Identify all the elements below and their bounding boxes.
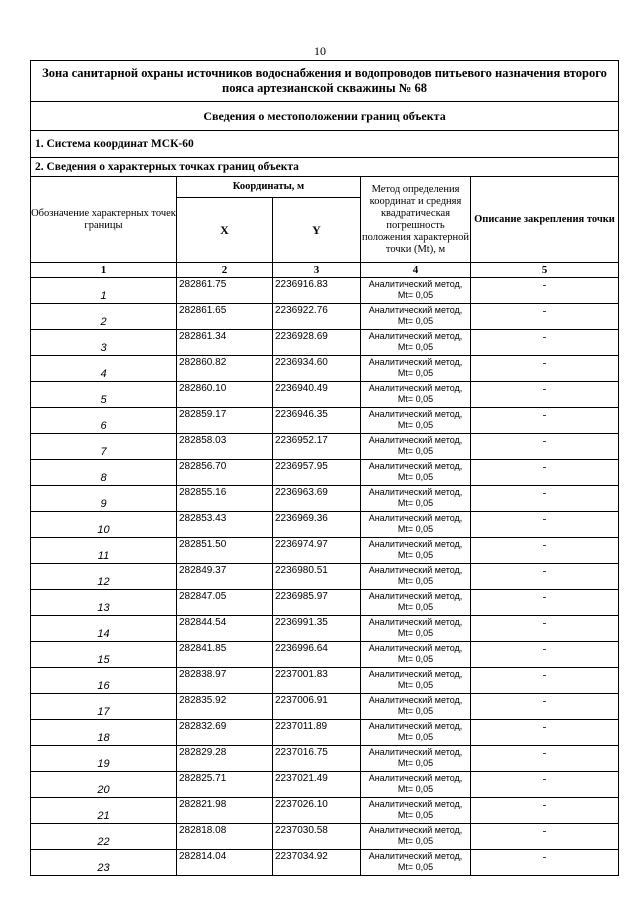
method-error: Mt= 0,05 — [397, 784, 434, 794]
coord-y: 2236916.83 — [273, 278, 361, 304]
document-title: Зона санитарной охраны источников водоснабжения и водопроводов питьевого назначения второго пояса артезианской скважины № 68 — [31, 61, 619, 102]
method-cell — [361, 330, 471, 356]
method-text: Аналитический метод, — [368, 383, 463, 393]
coord-y: 2236996.64 — [273, 642, 361, 668]
coord-x: 282856.70 — [177, 460, 273, 486]
point-description: - — [471, 330, 619, 356]
boundary-points-table — [30, 60, 619, 876]
coord-x: 282859.17 — [177, 408, 273, 434]
point-description: - — [471, 642, 619, 668]
method-text: Аналитический метод, — [368, 487, 463, 497]
method-error: Mt= 0,05 — [397, 810, 434, 820]
column-number: 4 — [361, 263, 471, 278]
point-label: 2 — [31, 304, 177, 330]
point-description: - — [471, 304, 619, 330]
point-label: 22 — [31, 824, 177, 850]
method-cell — [361, 538, 471, 564]
method-error: Mt= 0,05 — [397, 290, 434, 300]
coord-x: 282853.43 — [177, 512, 273, 538]
coord-y: 2237034.92 — [273, 850, 361, 876]
method-error: Mt= 0,05 — [397, 628, 434, 638]
header-coordinates: Координаты, м — [177, 177, 361, 198]
point-description: - — [471, 798, 619, 824]
coord-y: 2236946.35 — [273, 408, 361, 434]
section-title: Сведения о местоположении границ объекта — [31, 102, 619, 131]
table-row — [31, 356, 619, 382]
coord-x: 282844.54 — [177, 616, 273, 642]
method-text: Аналитический метод, — [368, 773, 463, 783]
coord-x: 282829.28 — [177, 746, 273, 772]
point-label: 4 — [31, 356, 177, 382]
column-number: 2 — [177, 263, 273, 278]
coord-x: 282861.75 — [177, 278, 273, 304]
column-number: 3 — [273, 263, 361, 278]
coord-x: 282841.85 — [177, 642, 273, 668]
header-method: Метод определения координат и средняя квадратическая погрешность положения характерной точки (Mt), м — [361, 177, 471, 263]
point-label: 20 — [31, 772, 177, 798]
coord-x: 282835.92 — [177, 694, 273, 720]
header-x: X — [177, 198, 273, 263]
method-text: Аналитический метод, — [368, 721, 463, 731]
method-text: Аналитический метод, — [368, 331, 463, 341]
point-label: 5 — [31, 382, 177, 408]
method-error: Mt= 0,05 — [397, 446, 434, 456]
table-row — [31, 668, 619, 694]
table-row — [31, 434, 619, 460]
coord-x: 282861.65 — [177, 304, 273, 330]
point-label: 18 — [31, 720, 177, 746]
header-y: Y — [273, 198, 361, 263]
coord-y: 2236940.49 — [273, 382, 361, 408]
method-error: Mt= 0,05 — [397, 524, 434, 534]
method-cell — [361, 512, 471, 538]
method-error: Mt= 0,05 — [397, 316, 434, 326]
coord-x: 282825.71 — [177, 772, 273, 798]
table-row — [31, 642, 619, 668]
method-text: Аналитический метод, — [368, 825, 463, 835]
method-error: Mt= 0,05 — [397, 836, 434, 846]
method-text: Аналитический метод, — [368, 617, 463, 627]
method-error: Mt= 0,05 — [397, 680, 434, 690]
coord-y: 2237006.91 — [273, 694, 361, 720]
page-number: 10 — [314, 44, 326, 58]
point-label: 21 — [31, 798, 177, 824]
coord-x: 282851.50 — [177, 538, 273, 564]
method-text: Аналитический метод, — [368, 279, 463, 289]
point-description: - — [471, 512, 619, 538]
coordinate-system: 1. Система координат МСК-60 — [31, 131, 619, 158]
coord-x: 282860.10 — [177, 382, 273, 408]
point-label: 23 — [31, 850, 177, 876]
method-cell — [361, 278, 471, 304]
table-row — [31, 512, 619, 538]
coord-x: 282832.69 — [177, 720, 273, 746]
table-row — [31, 746, 619, 772]
point-description: - — [471, 382, 619, 408]
method-error: Mt= 0,05 — [397, 602, 434, 612]
point-label: 3 — [31, 330, 177, 356]
point-description: - — [471, 538, 619, 564]
table-row — [31, 824, 619, 850]
point-label: 12 — [31, 564, 177, 590]
coord-y: 2236985.97 — [273, 590, 361, 616]
coord-y: 2237030.58 — [273, 824, 361, 850]
method-error: Mt= 0,05 — [397, 654, 434, 664]
method-error: Mt= 0,05 — [397, 550, 434, 560]
method-cell — [361, 486, 471, 512]
method-text: Аналитический метод, — [368, 513, 463, 523]
points-caption: 2. Сведения о характерных точках границ объекта — [31, 158, 619, 177]
method-error: Mt= 0,05 — [397, 732, 434, 742]
method-error: Mt= 0,05 — [397, 394, 434, 404]
method-cell — [361, 746, 471, 772]
method-text: Аналитический метод, — [368, 461, 463, 471]
coord-x: 282855.16 — [177, 486, 273, 512]
point-description: - — [471, 434, 619, 460]
method-cell — [361, 850, 471, 876]
coord-y: 2236980.51 — [273, 564, 361, 590]
method-text: Аналитический метод, — [368, 565, 463, 575]
column-number: 5 — [471, 263, 619, 278]
method-cell — [361, 304, 471, 330]
method-text: Аналитический метод, — [368, 747, 463, 757]
point-label: 16 — [31, 668, 177, 694]
column-numbers-row — [31, 263, 619, 278]
method-cell — [361, 564, 471, 590]
document-body — [30, 60, 618, 876]
point-description: - — [471, 694, 619, 720]
table-row — [31, 720, 619, 746]
point-description: - — [471, 408, 619, 434]
point-description: - — [471, 850, 619, 876]
method-text: Аналитический метод, — [368, 799, 463, 809]
point-description: - — [471, 824, 619, 850]
coord-y: 2236974.97 — [273, 538, 361, 564]
method-cell — [361, 434, 471, 460]
method-text: Аналитический метод, — [368, 643, 463, 653]
table-row — [31, 564, 619, 590]
point-description: - — [471, 772, 619, 798]
method-error: Mt= 0,05 — [397, 420, 434, 430]
point-label: 15 — [31, 642, 177, 668]
coord-x: 282838.97 — [177, 668, 273, 694]
method-cell — [361, 408, 471, 434]
method-cell — [361, 356, 471, 382]
coord-y: 2236991.35 — [273, 616, 361, 642]
point-description: - — [471, 460, 619, 486]
point-label: 17 — [31, 694, 177, 720]
table-row — [31, 486, 619, 512]
table-row — [31, 330, 619, 356]
table-row — [31, 850, 619, 876]
point-label: 7 — [31, 434, 177, 460]
method-error: Mt= 0,05 — [397, 368, 434, 378]
table-row — [31, 798, 619, 824]
coord-x: 282860.82 — [177, 356, 273, 382]
point-label: 11 — [31, 538, 177, 564]
point-description: - — [471, 616, 619, 642]
coord-x: 282858.03 — [177, 434, 273, 460]
coord-x: 282821.98 — [177, 798, 273, 824]
method-error: Mt= 0,05 — [397, 576, 434, 586]
coord-x: 282818.08 — [177, 824, 273, 850]
point-description: - — [471, 746, 619, 772]
coord-x: 282849.37 — [177, 564, 273, 590]
point-description: - — [471, 564, 619, 590]
method-text: Аналитический метод, — [368, 851, 463, 861]
point-label: 10 — [31, 512, 177, 538]
method-text: Аналитический метод, — [368, 591, 463, 601]
method-cell — [361, 720, 471, 746]
point-label: 1 — [31, 278, 177, 304]
method-cell — [361, 460, 471, 486]
method-cell — [361, 668, 471, 694]
point-label: 19 — [31, 746, 177, 772]
method-error: Mt= 0,05 — [397, 758, 434, 768]
coord-y: 2236969.36 — [273, 512, 361, 538]
method-text: Аналитический метод, — [368, 695, 463, 705]
coord-y: 2237001.83 — [273, 668, 361, 694]
table-row — [31, 694, 619, 720]
coord-y: 2237021.49 — [273, 772, 361, 798]
point-description: - — [471, 720, 619, 746]
table-row — [31, 304, 619, 330]
method-cell — [361, 642, 471, 668]
coord-y: 2237016.75 — [273, 746, 361, 772]
method-cell — [361, 382, 471, 408]
table-row — [31, 772, 619, 798]
method-text: Аналитический метод, — [368, 357, 463, 367]
table-row — [31, 616, 619, 642]
point-description: - — [471, 590, 619, 616]
method-text: Аналитический метод, — [368, 435, 463, 445]
point-description: - — [471, 278, 619, 304]
point-label: 9 — [31, 486, 177, 512]
method-cell — [361, 616, 471, 642]
table-row — [31, 408, 619, 434]
coord-y: 2237026.10 — [273, 798, 361, 824]
point-description: - — [471, 486, 619, 512]
table-row — [31, 460, 619, 486]
point-label: 6 — [31, 408, 177, 434]
table-row — [31, 538, 619, 564]
coord-x: 282814.04 — [177, 850, 273, 876]
method-text: Аналитический метод, — [368, 305, 463, 315]
method-error: Mt= 0,05 — [397, 706, 434, 716]
table-row — [31, 382, 619, 408]
point-label: 14 — [31, 616, 177, 642]
coord-y: 2236963.69 — [273, 486, 361, 512]
header-description: Описание закрепления точки — [471, 177, 619, 263]
point-label: 8 — [31, 460, 177, 486]
coord-y: 2237011.89 — [273, 720, 361, 746]
coord-y: 2236934.60 — [273, 356, 361, 382]
coord-x: 282847.05 — [177, 590, 273, 616]
table-row — [31, 590, 619, 616]
point-description: - — [471, 668, 619, 694]
point-label: 13 — [31, 590, 177, 616]
coord-y: 2236957.95 — [273, 460, 361, 486]
header-point-label: Обозначение характерных точек границы — [31, 177, 177, 263]
coord-y: 2236928.69 — [273, 330, 361, 356]
coord-x: 282861.34 — [177, 330, 273, 356]
method-text: Аналитический метод, — [368, 409, 463, 419]
method-error: Mt= 0,05 — [397, 472, 434, 482]
method-cell — [361, 694, 471, 720]
method-error: Mt= 0,05 — [397, 498, 434, 508]
method-error: Mt= 0,05 — [397, 862, 434, 872]
method-error: Mt= 0,05 — [397, 342, 434, 352]
coord-y: 2236952.17 — [273, 434, 361, 460]
coord-y: 2236922.76 — [273, 304, 361, 330]
method-cell — [361, 824, 471, 850]
method-cell — [361, 772, 471, 798]
point-description: - — [471, 356, 619, 382]
method-text: Аналитический метод, — [368, 539, 463, 549]
method-cell — [361, 590, 471, 616]
column-number: 1 — [31, 263, 177, 278]
method-cell — [361, 798, 471, 824]
table-row — [31, 278, 619, 304]
method-text: Аналитический метод, — [368, 669, 463, 679]
